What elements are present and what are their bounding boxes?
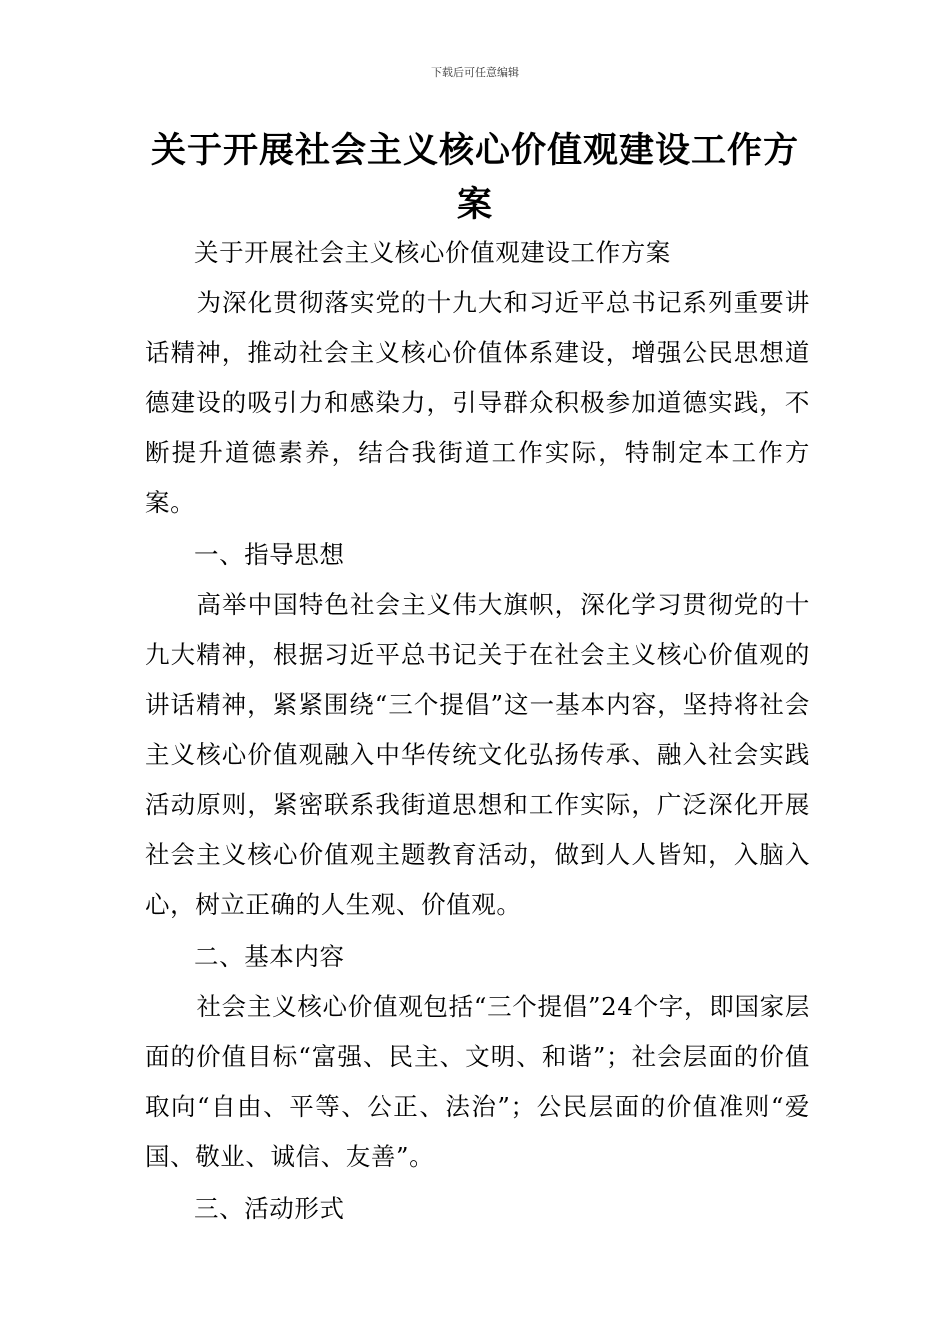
section-heading-basic-content: 二、基本内容 (194, 942, 345, 971)
section-heading-guiding-ideology: 一、指导思想 (194, 540, 345, 569)
section-paragraph-guiding-ideology: 高举中国特色社会主义伟大旗帜，深化学习贯彻党的十九大精神，根据习近平总书记关于在社会主义核心价值观的讲话精神，紧紧围绕“三个提倡”这一基本内容，坚持将社会主义核心价值观融入中华传统文化弘扬传承、融入社会实践活动原则，紧密联系我街道思想和工作实际，广泛深化开展社会主义核心价值观主题教育活动，做到人人皆知，入脑入心，树立正确的人生观、价值观。 (145, 590, 810, 919)
section-paragraph-basic-content: 社会主义核心价值观包括“三个提倡”24个字，即国家层面的价值目标“富强、民主、文明、和谐”；社会层面的价值取向“自由、平等、公正、法治”；公民层面的价值准则“爱国、敬业、诚信、友善”。 (145, 992, 810, 1171)
document-body (145, 228, 810, 1234)
document-subtitle: 关于开展社会主义核心价值观建设工作方案 (194, 238, 671, 267)
header-note: 下载后可任意编辑 (431, 66, 519, 79)
intro-paragraph: 为深化贯彻落实党的十九大和习近平总书记系列重要讲话精神，推动社会主义核心价值体系建设，增强公民思想道德建设的吸引力和感染力，引导群众积极参加道德实践，不断提升道德素养，结合我街道工作实际，特制定本工作方案。 (145, 288, 810, 517)
section-heading-activity-form: 三、活动形式 (194, 1194, 345, 1223)
document-title: 关于开展社会主义核心价值观建设工作方案 (150, 131, 799, 225)
